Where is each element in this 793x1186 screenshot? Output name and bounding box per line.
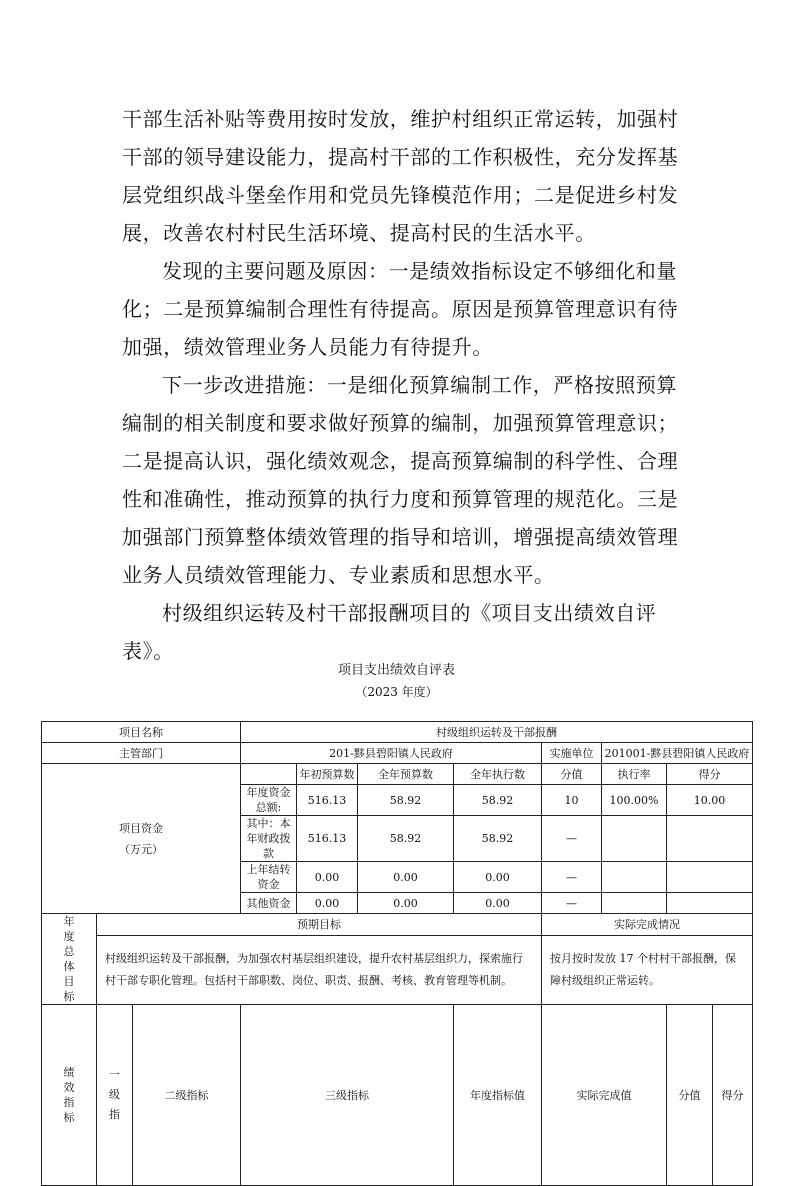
indicator-char: 指 — [63, 1096, 75, 1109]
indicator-char: 绩 — [63, 1066, 75, 1079]
funds-cell — [602, 893, 667, 914]
funds-cell: 0.00 — [454, 893, 542, 914]
indicator-label-cell — [42, 1005, 97, 1186]
score-value-header: 分值 — [667, 1005, 713, 1186]
goal-char: 年 — [63, 915, 75, 928]
funds-cell: — — [542, 862, 602, 893]
funds-cell — [602, 862, 667, 893]
funds-header-5: 得分 — [667, 764, 753, 785]
funds-cell: 100.00% — [602, 785, 667, 816]
funds-header-2: 全年执行数 — [454, 764, 542, 785]
row-goal-header — [42, 914, 753, 936]
expected-goal-text: 村级组织运转及干部报酬，为加强农村基层组织建设，提升农村基层组织力，探索施行村干部专职化管理。包括村干部职数、岗位、职责、报酬、考核、教育管理等机制。 — [97, 936, 542, 1005]
funds-cell: — — [542, 893, 602, 914]
row-department — [42, 743, 753, 764]
funds-cell — [667, 862, 753, 893]
funds-cell: — — [542, 816, 602, 862]
funds-cell: 10.00 — [667, 785, 753, 816]
funds-row-label: 其他资金 — [241, 893, 297, 914]
funds-cell: 0.00 — [358, 862, 454, 893]
funds-header-1: 全年预算数 — [358, 764, 454, 785]
level1-char: 指 — [109, 1108, 120, 1121]
funds-unit: （万元） — [119, 842, 163, 856]
funds-cell: 516.13 — [297, 816, 358, 862]
dept-value: 201-黟县碧阳镇人民政府 — [241, 743, 542, 764]
indicator-char: 标 — [63, 1111, 75, 1124]
funds-cell: 58.92 — [454, 816, 542, 862]
funds-cell: 0.00 — [358, 893, 454, 914]
performance-table — [41, 721, 753, 1186]
level1-indicator-header — [97, 1005, 133, 1186]
unit-label: 实施单位 — [542, 743, 602, 764]
funds-cell: 58.92 — [454, 785, 542, 816]
table-year: （2023 年度） — [355, 685, 438, 699]
level2-indicator-header: 二级指标 — [133, 1005, 241, 1186]
row-goal-content — [42, 936, 753, 1005]
funds-row-label: 年度资金总额: — [241, 785, 297, 816]
goal-char: 总 — [63, 945, 75, 958]
funds-cell: 0.00 — [297, 893, 358, 914]
funds-cell: 58.92 — [358, 785, 454, 816]
dept-label: 主管部门 — [42, 743, 241, 764]
goal-char: 体 — [63, 960, 75, 973]
row-funds-header — [42, 764, 753, 785]
row-project-name — [42, 722, 753, 743]
goal-char: 标 — [63, 990, 75, 1003]
expected-goal-label: 预期目标 — [97, 914, 542, 936]
funds-header-blank — [241, 764, 297, 785]
actual-value-header: 实际完成值 — [542, 1005, 667, 1186]
paragraph-problems: 发现的主要问题及原因：一是绩效指标设定不够细化和量化；二是预算编制合理性有待提高。原因是预算管理意识有待加强，绩效管理业务人员能力有待提升。 — [122, 259, 679, 359]
funds-cell: 10 — [542, 785, 602, 816]
funds-label-cell — [42, 764, 241, 914]
funds-cell: 0.00 — [297, 862, 358, 893]
funds-cell — [602, 816, 667, 862]
paragraph-continuation: 干部生活补贴等费用按时发放，维护村组织正常运转，加强村干部的领导建设能力，提高村干部的工作积极性，充分发挥基层党组织战斗堡垒作用和党员先锋模范作用；二是促进乡村发展，改善农村村民生活环境、提高村民的生活水平。 — [122, 107, 679, 245]
project-name-label: 项目名称 — [42, 722, 241, 743]
paragraph-attachment: 村级组织运转及村干部报酬项目的《项目支出绩效自评表》。 — [122, 601, 657, 663]
funds-header-3: 分值 — [542, 764, 602, 785]
level1-char: 一 — [109, 1068, 120, 1081]
funds-cell: 0.00 — [454, 862, 542, 893]
level1-char: 级 — [109, 1088, 120, 1101]
goal-char: 目 — [63, 975, 75, 988]
paragraph-improvements: 下一步改进措施：一是细化预算编制工作，严格按照预算编制的相关制度和要求做好预算的编制，加强预算管理意识；二是提高认识，强化绩效观念，提高预算编制的科学性、合理性和准确性，推动预算的执行力度和预算管理的规范化。三是加强部门预算整体绩效管理的指导和培训，增强提高绩效管理业务人员绩效管理能力、专业素质和思想水平。 — [122, 373, 679, 587]
actual-completion-text: 按月按时发放 17 个村村干部报酬，保障村级组织正常运转。 — [542, 936, 753, 1005]
actual-completion-label: 实际完成情况 — [542, 914, 753, 936]
funds-cell — [667, 893, 753, 914]
project-name-value: 村级组织运转及干部报酬 — [241, 722, 753, 743]
goal-char: 度 — [63, 930, 75, 943]
funds-row-label: 其中：本年财政拨款 — [241, 816, 297, 862]
funds-header-0: 年初预算数 — [297, 764, 358, 785]
funds-cell: 58.92 — [358, 816, 454, 862]
unit-value: 201001-黟县碧阳镇人民政府 — [602, 743, 753, 764]
indicator-char: 效 — [63, 1081, 75, 1094]
funds-header-4: 执行率 — [602, 764, 667, 785]
annual-value-header: 年度指标值 — [454, 1005, 542, 1186]
funds-label: 项目资金 — [119, 821, 163, 835]
funds-cell — [667, 816, 753, 862]
funds-cell: 516.13 — [297, 785, 358, 816]
row-indicator-header — [42, 1005, 753, 1186]
level3-indicator-header: 三级指标 — [241, 1005, 454, 1186]
goal-label-cell — [42, 914, 97, 1005]
score-got-header: 得分 — [713, 1005, 753, 1186]
table-title: 项目支出绩效自评表 — [337, 663, 455, 678]
funds-row-label: 上年结转资金 — [241, 862, 297, 893]
